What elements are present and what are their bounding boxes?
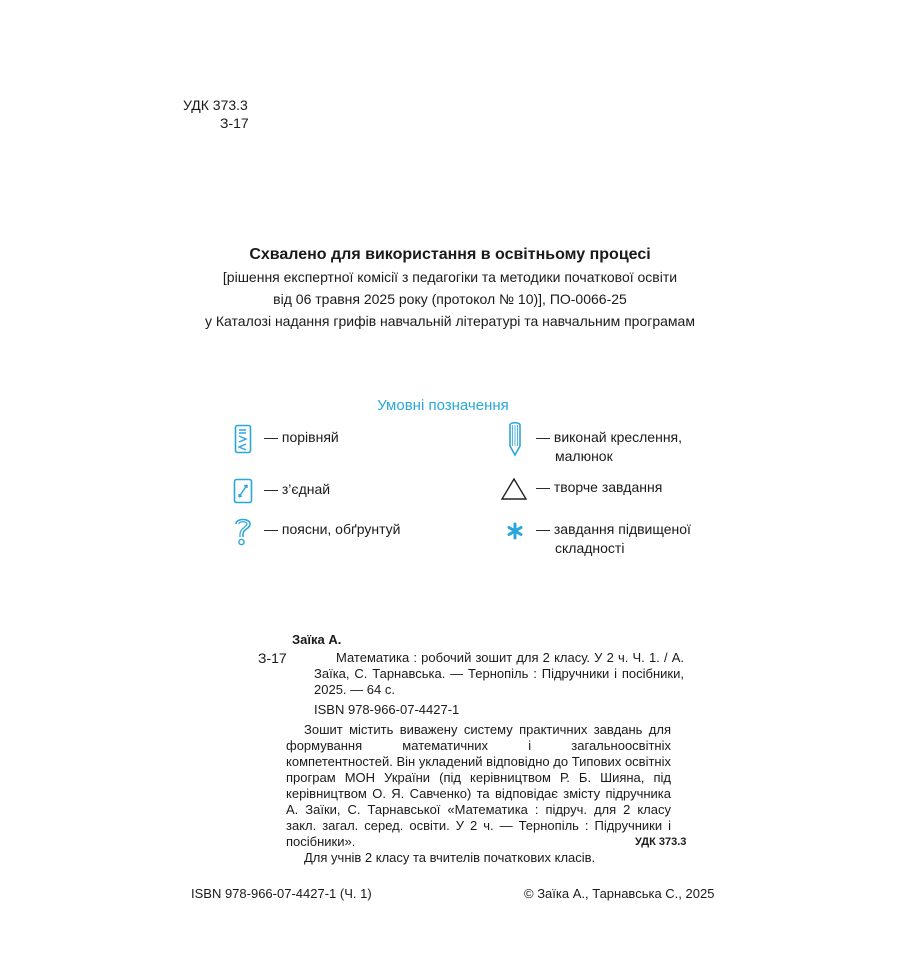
legend-text: — порівняй [264, 429, 339, 445]
question-icon [230, 514, 256, 548]
card-udk: УДК 373.3 [635, 836, 687, 848]
legend-text-block [536, 514, 691, 558]
legend-text: малюнок [555, 448, 613, 464]
card-description: Зошит містить виважену систему практичних завдань для формування математичних і загальноосвітніх компетентностей. Він укладений відповідно до Типових освітніх програм МОН України (під керівництвом Р. Б. Шияна, під керівництвом О. Я. Савченко) та відповідає змісту підручника А. Заїки, С. Тарнавської «Математика : підруч. для 2 класу закл. загал. серед. освіти. У 2 ч. — Тернопіль : Підручники і посібники». [286, 722, 671, 849]
legend-item-pencil [502, 422, 682, 466]
catalog-card [258, 632, 698, 866]
card-bibliography: Математика : робочий зошит для 2 класу. У 2 ч. Ч. 1. / А. Заїка, С. Тарнавська. — Тернопіль : Підручники і посібники, 2025. — 64 с. [314, 650, 684, 697]
approval-line: у Каталозі надання грифів навчальній літературі та навчальним програмам [205, 313, 695, 329]
approval-line: від 06 травня 2025 року (протокол № 10)], ПО-0066-25 [273, 291, 627, 307]
card-author: Заїка А. [292, 632, 342, 647]
legend-item-asterisk [502, 514, 691, 558]
legend-text-block [536, 422, 682, 466]
compare-icon [230, 422, 256, 456]
connect-icon [230, 474, 256, 508]
legend-title: Умовні позначення [377, 397, 509, 414]
footer-isbn: ISBN 978-966-07-4427-1 (Ч. 1) [191, 886, 372, 901]
legend-text: складності [555, 540, 625, 556]
legend-text: — творче завдання [536, 479, 663, 495]
legend-text: — поясни, обґрунтуй [264, 521, 401, 537]
author-sign: З-17 [220, 115, 249, 131]
legend-item-question [230, 514, 400, 548]
legend-text: — виконай креслення, [536, 429, 683, 445]
card-code: З-17 [258, 650, 287, 666]
legend-text: — завдання підвищеної [536, 521, 691, 537]
legend-text: — з’єднай [264, 481, 331, 497]
legend-item-triangle [500, 472, 662, 506]
legend-item-connect [230, 474, 330, 508]
approval-line: [рішення експертної комісії з педагогіки та методики початкової освіти [222, 269, 678, 285]
udk-header [183, 96, 249, 132]
approval-title: Схвалено для використання в освітньому процесі [249, 246, 651, 263]
footer-copyright: © Заїка А., Тарнавська С., 2025 [524, 886, 715, 901]
approval-block [160, 244, 740, 332]
pencil-icon [502, 422, 528, 456]
card-isbn: ISBN 978-966-07-4427-1 [314, 702, 460, 717]
asterisk-icon [502, 514, 528, 548]
card-audience: Для учнів 2 класу та вчителів початкових класів. [304, 850, 596, 865]
udk-code: УДК 373.3 [183, 97, 248, 113]
legend-item-compare [230, 422, 339, 456]
triangle-icon [500, 472, 528, 506]
